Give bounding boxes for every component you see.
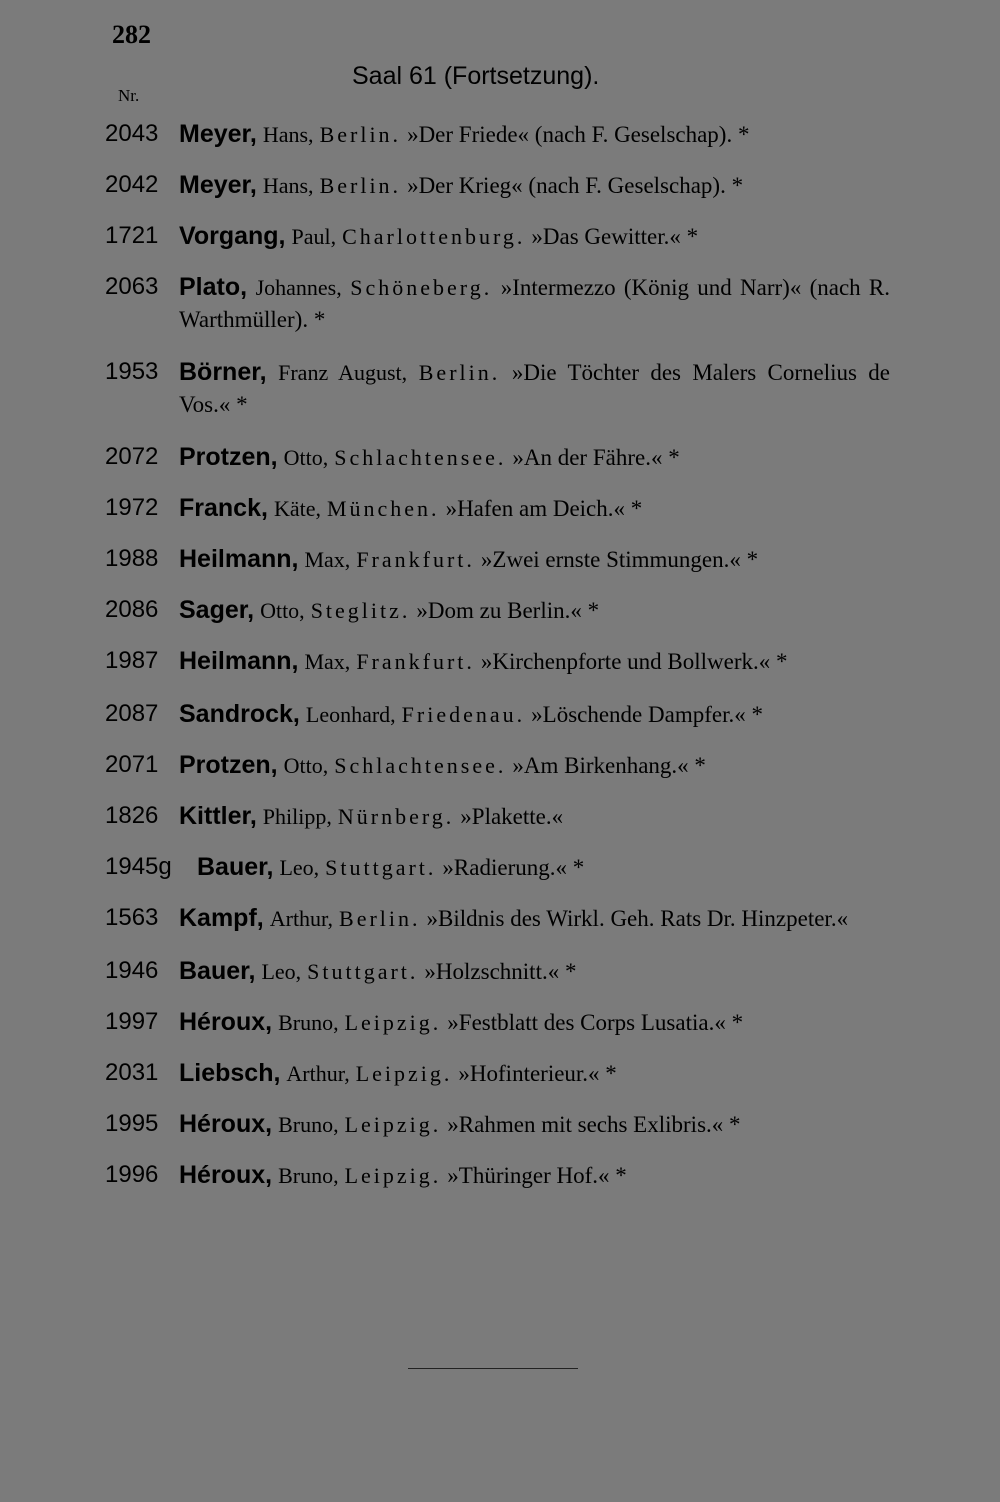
artist-surname: Franck,: [179, 494, 268, 522]
catalog-entry: [105, 1006, 890, 1039]
work-title: »Zwei ernste Stimmungen.« *: [480, 547, 759, 572]
entry-number: 2031: [105, 1059, 159, 1086]
artist-surname: Sager,: [179, 596, 255, 624]
artist-given-name: Leonhard,: [305, 702, 396, 727]
artist-city: Friedenau.: [401, 702, 526, 727]
artist-city: Nürnberg.: [337, 804, 455, 829]
artist-given-name: Arthur,: [269, 906, 334, 931]
end-rule: [408, 1368, 578, 1369]
artist-given-name: Leo,: [261, 959, 302, 984]
entry-number: 1721: [105, 222, 159, 249]
work-title: »Rahmen mit sechs Exlibris.« *: [447, 1112, 741, 1137]
entry-number: 1996: [105, 1161, 159, 1188]
work-title: »Am Birkenhang.« *: [512, 753, 706, 778]
artist-given-name: Hans,: [262, 173, 314, 198]
artist-city: Charlottenburg.: [342, 224, 526, 249]
artist-given-name: Max,: [304, 649, 351, 674]
work-title: »Hafen am Deich.« *: [445, 496, 643, 521]
artist-city: Leipzig.: [344, 1163, 442, 1188]
catalog-entry: [105, 492, 890, 525]
work-title: »Festblatt des Corps Lusatia.« *: [447, 1010, 744, 1035]
artist-city: Stuttgart.: [307, 959, 419, 984]
work-title: »Der Friede« (nach F. Geselschap). *: [407, 122, 750, 147]
entry-number: 2086: [105, 596, 159, 623]
catalog-entry: [105, 698, 890, 731]
catalog-entry: [105, 441, 890, 474]
entry-number: 1997: [105, 1008, 159, 1035]
artist-surname: Heilmann,: [179, 545, 299, 573]
work-title: »Plakette.«: [460, 804, 564, 829]
artist-given-name: Max,: [304, 547, 351, 572]
nr-column-label: Nr.: [118, 86, 140, 105]
catalog-entry: [105, 1108, 890, 1141]
catalog-entry: [105, 749, 890, 782]
page-title: Saal 61 (Fortsetzung).: [352, 62, 600, 90]
artist-city: Leipzig.: [344, 1010, 442, 1035]
artist-surname: Sandrock,: [179, 700, 300, 728]
artist-given-name: Franz August,: [278, 360, 408, 385]
catalog-entry: [105, 955, 890, 988]
artist-surname: Bauer,: [197, 853, 274, 881]
work-title: »Der Krieg« (nach F. Geselschap). *: [407, 173, 744, 198]
artist-surname: Protzen,: [179, 443, 278, 471]
entry-number: 1995: [105, 1110, 159, 1137]
entry-number: 2087: [105, 700, 159, 727]
artist-city: Berlin.: [319, 173, 402, 198]
work-title: »Intermezzo (König und Narr)« (nach R. Warthmüller). *: [179, 275, 890, 332]
artist-given-name: Hans,: [262, 122, 314, 147]
entry-number: 1987: [105, 647, 159, 674]
artist-given-name: Otto,: [260, 598, 305, 623]
artist-surname: Liebsch,: [179, 1059, 281, 1087]
artist-surname: Héroux,: [179, 1161, 273, 1189]
artist-city: Frankfurt.: [356, 649, 475, 674]
artist-city: Schlachtensee.: [334, 753, 507, 778]
artist-surname: Plato,: [179, 273, 248, 301]
entry-number: 2071: [105, 751, 159, 778]
catalog-entry: [105, 169, 890, 202]
catalog-entry: [105, 1057, 890, 1090]
entry-number: 2043: [105, 120, 159, 147]
catalog-entry: [105, 1159, 890, 1192]
artist-city: Berlin.: [319, 122, 402, 147]
artist-given-name: Otto,: [283, 445, 329, 470]
catalog-entry: [105, 902, 890, 935]
artist-given-name: Käte,: [273, 496, 321, 521]
artist-surname: Protzen,: [179, 751, 278, 779]
catalog-entry: [105, 800, 890, 833]
entry-number: 1972: [105, 494, 159, 521]
artist-city: Frankfurt.: [356, 547, 475, 572]
artist-city: Schlachtensee.: [334, 445, 507, 470]
artist-given-name: Leo,: [279, 855, 320, 880]
work-title: »Die Töchter des Malers Cornelius de Vos.« *: [179, 360, 891, 417]
artist-city: Stuttgart.: [325, 855, 437, 880]
artist-given-name: Otto,: [283, 753, 329, 778]
artist-city: Steglitz.: [310, 598, 411, 623]
catalog-entry: [105, 356, 890, 421]
artist-surname: Vorgang,: [179, 222, 286, 250]
catalog-entry: [105, 271, 890, 336]
artist-city: Leipzig.: [355, 1061, 453, 1086]
entry-number: 2063: [105, 273, 159, 300]
catalog-entry: [105, 645, 890, 678]
entry-number: 1945g: [105, 853, 172, 880]
page-number: 282: [112, 20, 151, 49]
work-title: »Kirchenpforte und Bollwerk.« *: [480, 649, 788, 674]
catalog-entry: [105, 220, 890, 253]
artist-surname: Héroux,: [179, 1008, 273, 1036]
work-title: »Bildnis des Wirkl. Geh. Rats Dr. Hinzpeter.«: [426, 906, 849, 931]
artist-surname: Meyer,: [179, 171, 257, 199]
work-title: »Thüringer Hof.« *: [447, 1163, 627, 1188]
artist-surname: Kampf,: [179, 904, 264, 932]
artist-given-name: Paul,: [291, 224, 337, 249]
catalog-entries: [105, 118, 890, 1210]
entry-number: 1826: [105, 802, 159, 829]
catalog-entry: [105, 851, 890, 884]
entry-number: 2042: [105, 171, 159, 198]
entry-number: 2072: [105, 443, 159, 470]
artist-surname: Heilmann,: [179, 647, 299, 675]
work-title: »Hofinterieur.« *: [458, 1061, 617, 1086]
entry-number: 1946: [105, 957, 159, 984]
catalog-entry: [105, 543, 890, 576]
artist-city: Berlin.: [339, 906, 421, 931]
artist-city: Schöneberg.: [350, 275, 493, 300]
artist-city: Berlin.: [418, 360, 501, 385]
entry-number: 1953: [105, 358, 159, 385]
artist-given-name: Bruno,: [278, 1163, 339, 1188]
artist-given-name: Bruno,: [278, 1112, 339, 1137]
artist-surname: Kittler,: [179, 802, 257, 830]
artist-surname: Héroux,: [179, 1110, 273, 1138]
work-title: »Löschende Dampfer.« *: [531, 702, 763, 727]
catalog-entry: [105, 118, 890, 151]
artist-given-name: Bruno,: [278, 1010, 339, 1035]
artist-given-name: Johannes,: [255, 275, 342, 300]
work-title: »An der Fähre.« *: [512, 445, 680, 470]
artist-given-name: Arthur,: [286, 1061, 350, 1086]
catalog-entry: [105, 594, 890, 627]
work-title: »Das Gewitter.« *: [531, 224, 699, 249]
artist-given-name: Philipp,: [262, 804, 332, 829]
work-title: »Radierung.« *: [442, 855, 585, 880]
work-title: »Dom zu Berlin.« *: [416, 598, 600, 623]
artist-surname: Bauer,: [179, 957, 256, 985]
artist-city: München.: [326, 496, 440, 521]
entry-number: 1563: [105, 904, 159, 931]
work-title: »Holzschnitt.« *: [424, 959, 577, 984]
artist-surname: Meyer,: [179, 120, 257, 148]
artist-city: Leipzig.: [344, 1112, 442, 1137]
artist-surname: Börner,: [179, 358, 267, 386]
entry-number: 1988: [105, 545, 159, 572]
